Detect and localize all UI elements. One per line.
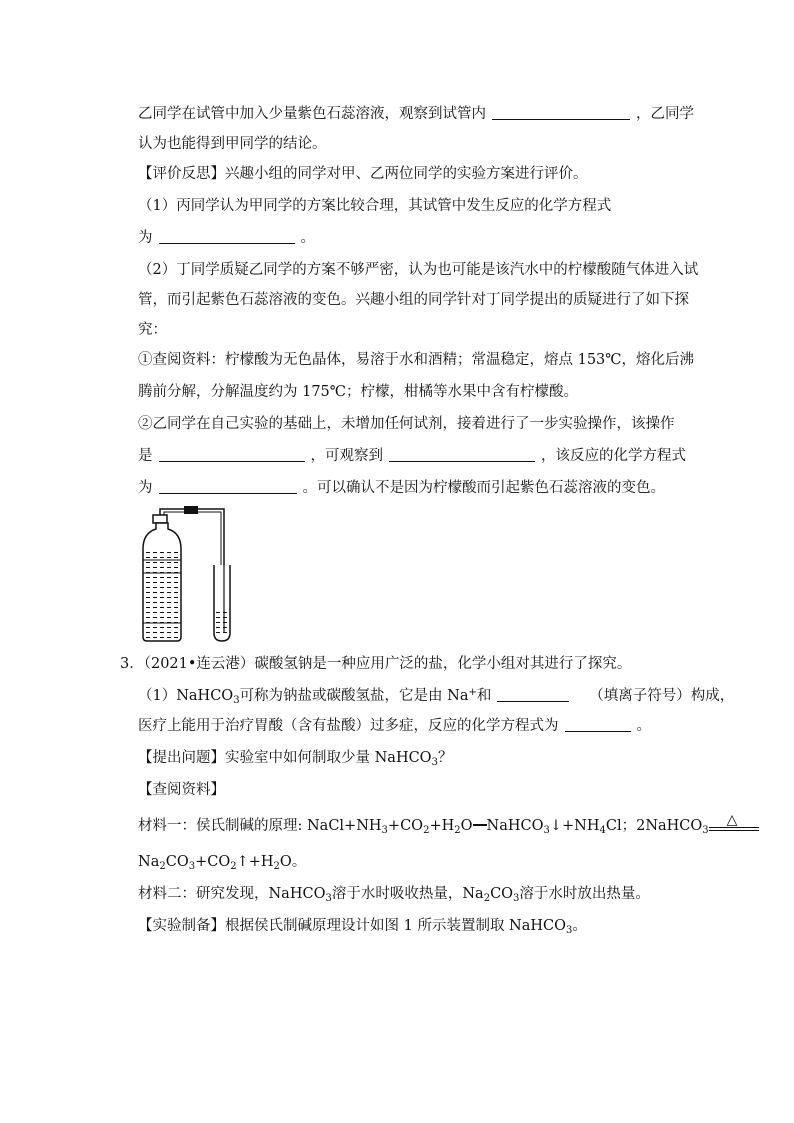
m3-c: CO bbox=[490, 886, 514, 902]
q3-l2b: 。 bbox=[636, 718, 651, 734]
sub-4: 4 bbox=[599, 825, 606, 836]
op-text-l1: ②乙同学在自己实验的基础上，未增加任何试剂，接着进行了一步实验操作，该操作 bbox=[138, 416, 675, 432]
lookup-text: 【查阅资料】 bbox=[138, 782, 225, 798]
info-text-l1: ①查阅资料：柠檬酸为无色晶体，易溶于水和酒精；常温稳定，熔点 153℃，熔化后沸 bbox=[138, 352, 695, 368]
q3-head-text: 3．（2021•连云港）碳酸氢钠是一种应用广泛的盐，化学小组对其进行了探究。 bbox=[120, 656, 632, 672]
m2-o: O。 bbox=[279, 854, 307, 870]
ask-line bbox=[138, 748, 452, 768]
sub-3: 3 bbox=[513, 893, 520, 904]
op-text-l3b: 。可以确认不是因为柠檬酸而引起紫色石蕊溶液的变色。 bbox=[302, 480, 665, 496]
delta-icon: △ bbox=[726, 812, 738, 828]
prep-text: 【实验制备】根据侯氏制碱原理设计如图 1 所示装置制取 NaHCO bbox=[138, 918, 567, 934]
info-line2 bbox=[138, 382, 578, 402]
sub-2: 2 bbox=[159, 861, 166, 872]
q3-l1d: （填离子符号）构成， bbox=[589, 688, 735, 704]
op-text-l3a: 为 bbox=[138, 480, 153, 496]
prep-line bbox=[138, 916, 587, 936]
op-line1 bbox=[138, 414, 675, 434]
sub-2: 2 bbox=[454, 825, 461, 836]
sub-2: 2 bbox=[230, 861, 237, 872]
q3-l1b: 可称为钠盐或碳酸氢盐，它是由 Na bbox=[239, 688, 469, 704]
m3-d: 溶于水时放出热量。 bbox=[519, 886, 650, 902]
q2-text-l2: 管，而引起紫色石蕊溶液的变色。兴趣小组的同学针对丁同学提出的质疑进行了如下探 bbox=[138, 292, 689, 308]
sub-2: 2 bbox=[273, 861, 280, 872]
answer-blank-3[interactable] bbox=[159, 447, 305, 462]
sub-3: 3 bbox=[702, 825, 709, 836]
para1-text-b: ，乙同学 bbox=[636, 106, 694, 122]
answer-blank-1[interactable] bbox=[492, 105, 630, 120]
q3-line1 bbox=[138, 686, 734, 706]
q1-line2 bbox=[138, 228, 315, 248]
q2-text-l1: （2）丁同学质疑乙同学的方案不够严密，认为也可能是该汽水中的柠檬酸随气体进入试 bbox=[138, 262, 699, 278]
answer-blank-6[interactable] bbox=[497, 687, 569, 702]
ask-end: ？ bbox=[437, 750, 453, 766]
material2-line bbox=[138, 884, 650, 904]
answer-blank-2[interactable] bbox=[159, 229, 295, 244]
sub-3: 3 bbox=[188, 861, 196, 872]
info-line1 bbox=[138, 350, 694, 370]
test-tube-icon bbox=[214, 565, 230, 641]
material1-line2 bbox=[138, 852, 306, 872]
op-text-l2c: ，该反应的化学方程式 bbox=[541, 448, 686, 464]
para1-text-c: 认为也能得到甲同学的结论。 bbox=[138, 136, 327, 152]
sub-2: 2 bbox=[483, 893, 491, 904]
para1-text-a: 乙同学在试管中加入少量紫色石蕊溶液，观察到试管内 bbox=[138, 106, 486, 122]
sub-3: 3 bbox=[233, 695, 240, 706]
q2-line3 bbox=[138, 320, 167, 340]
q2-line2 bbox=[138, 290, 689, 310]
m1-co2: +CO bbox=[387, 818, 424, 834]
reflect-line bbox=[138, 164, 588, 184]
sub-2: 2 bbox=[423, 825, 430, 836]
answer-blank-7[interactable] bbox=[565, 717, 631, 732]
sup-plus: + bbox=[468, 687, 477, 698]
m1-cl: Cl；2NaHCO bbox=[605, 818, 703, 834]
heating-equals-sign bbox=[709, 812, 759, 836]
q1-text-b: 为 bbox=[138, 230, 153, 246]
m2-na: Na bbox=[138, 854, 160, 870]
m1-h: +H bbox=[429, 818, 455, 834]
sub-3: 3 bbox=[431, 757, 438, 768]
q3-head bbox=[120, 654, 631, 674]
para1-line2 bbox=[138, 134, 327, 154]
sub-3: 3 bbox=[325, 893, 332, 904]
lookup-line bbox=[138, 780, 225, 800]
material1-line bbox=[138, 812, 759, 836]
reflect-text: 【评价反思】兴趣小组的同学对甲、乙两位同学的实验方案进行评价。 bbox=[138, 166, 588, 182]
q3-l1a: （1）NaHCO bbox=[138, 688, 234, 704]
m3-a: 材料二：研究发现，NaHCO bbox=[138, 886, 326, 902]
answer-blank-4[interactable] bbox=[389, 447, 535, 462]
para1-line1 bbox=[138, 104, 694, 124]
q2-text-l3: 究： bbox=[138, 322, 167, 338]
sub-3: 3 bbox=[543, 825, 550, 836]
sub-3: 3 bbox=[381, 825, 388, 836]
q3-l1c: 和 bbox=[476, 688, 492, 704]
q3-line2 bbox=[138, 716, 651, 736]
q1-text-c: 。 bbox=[300, 230, 315, 246]
reaction-arrow bbox=[473, 824, 487, 826]
m2-h: ↑+H bbox=[236, 854, 274, 870]
apparatus-diagram bbox=[138, 505, 248, 645]
op-line3 bbox=[138, 478, 665, 498]
q1-text-a: （1）丙同学认为甲同学的方案比较合理，其试管中发生反应的化学方程式 bbox=[138, 198, 612, 214]
m2-co2: +CO bbox=[195, 854, 231, 870]
q3-l2a: 医疗上能用于治疗胃酸（含有盐酸）过多症，反应的化学方程式为 bbox=[138, 718, 559, 734]
ask-text: 【提出问题】实验室中如何制取少量 NaHCO bbox=[138, 750, 432, 766]
m1-o: O bbox=[460, 818, 473, 834]
m3-b: 溶于水时吸收热量，Na bbox=[331, 886, 484, 902]
q2-line1 bbox=[138, 260, 698, 280]
sub-3: 3 bbox=[566, 925, 573, 936]
q1-line1 bbox=[138, 196, 611, 216]
m1-nahco3: NaHCO bbox=[486, 818, 544, 834]
bottle-icon bbox=[143, 515, 181, 641]
m1-text: 材料一：侯氏制碱的原理: NaCl+NH bbox=[138, 818, 382, 834]
m2-co: CO bbox=[165, 854, 189, 870]
answer-blank-5[interactable] bbox=[159, 479, 297, 494]
m1-nh: ↓+NH bbox=[549, 818, 600, 834]
prep-end: 。 bbox=[572, 918, 587, 934]
op-text-l2a: 是 bbox=[138, 448, 153, 464]
op-line2 bbox=[138, 446, 686, 466]
op-text-l2b: ，可观察到 bbox=[310, 448, 383, 464]
info-text-l2: 腾前分解，分解温度约为 175℃；柠檬，柑橘等水果中含有柠檬酸。 bbox=[138, 384, 579, 400]
